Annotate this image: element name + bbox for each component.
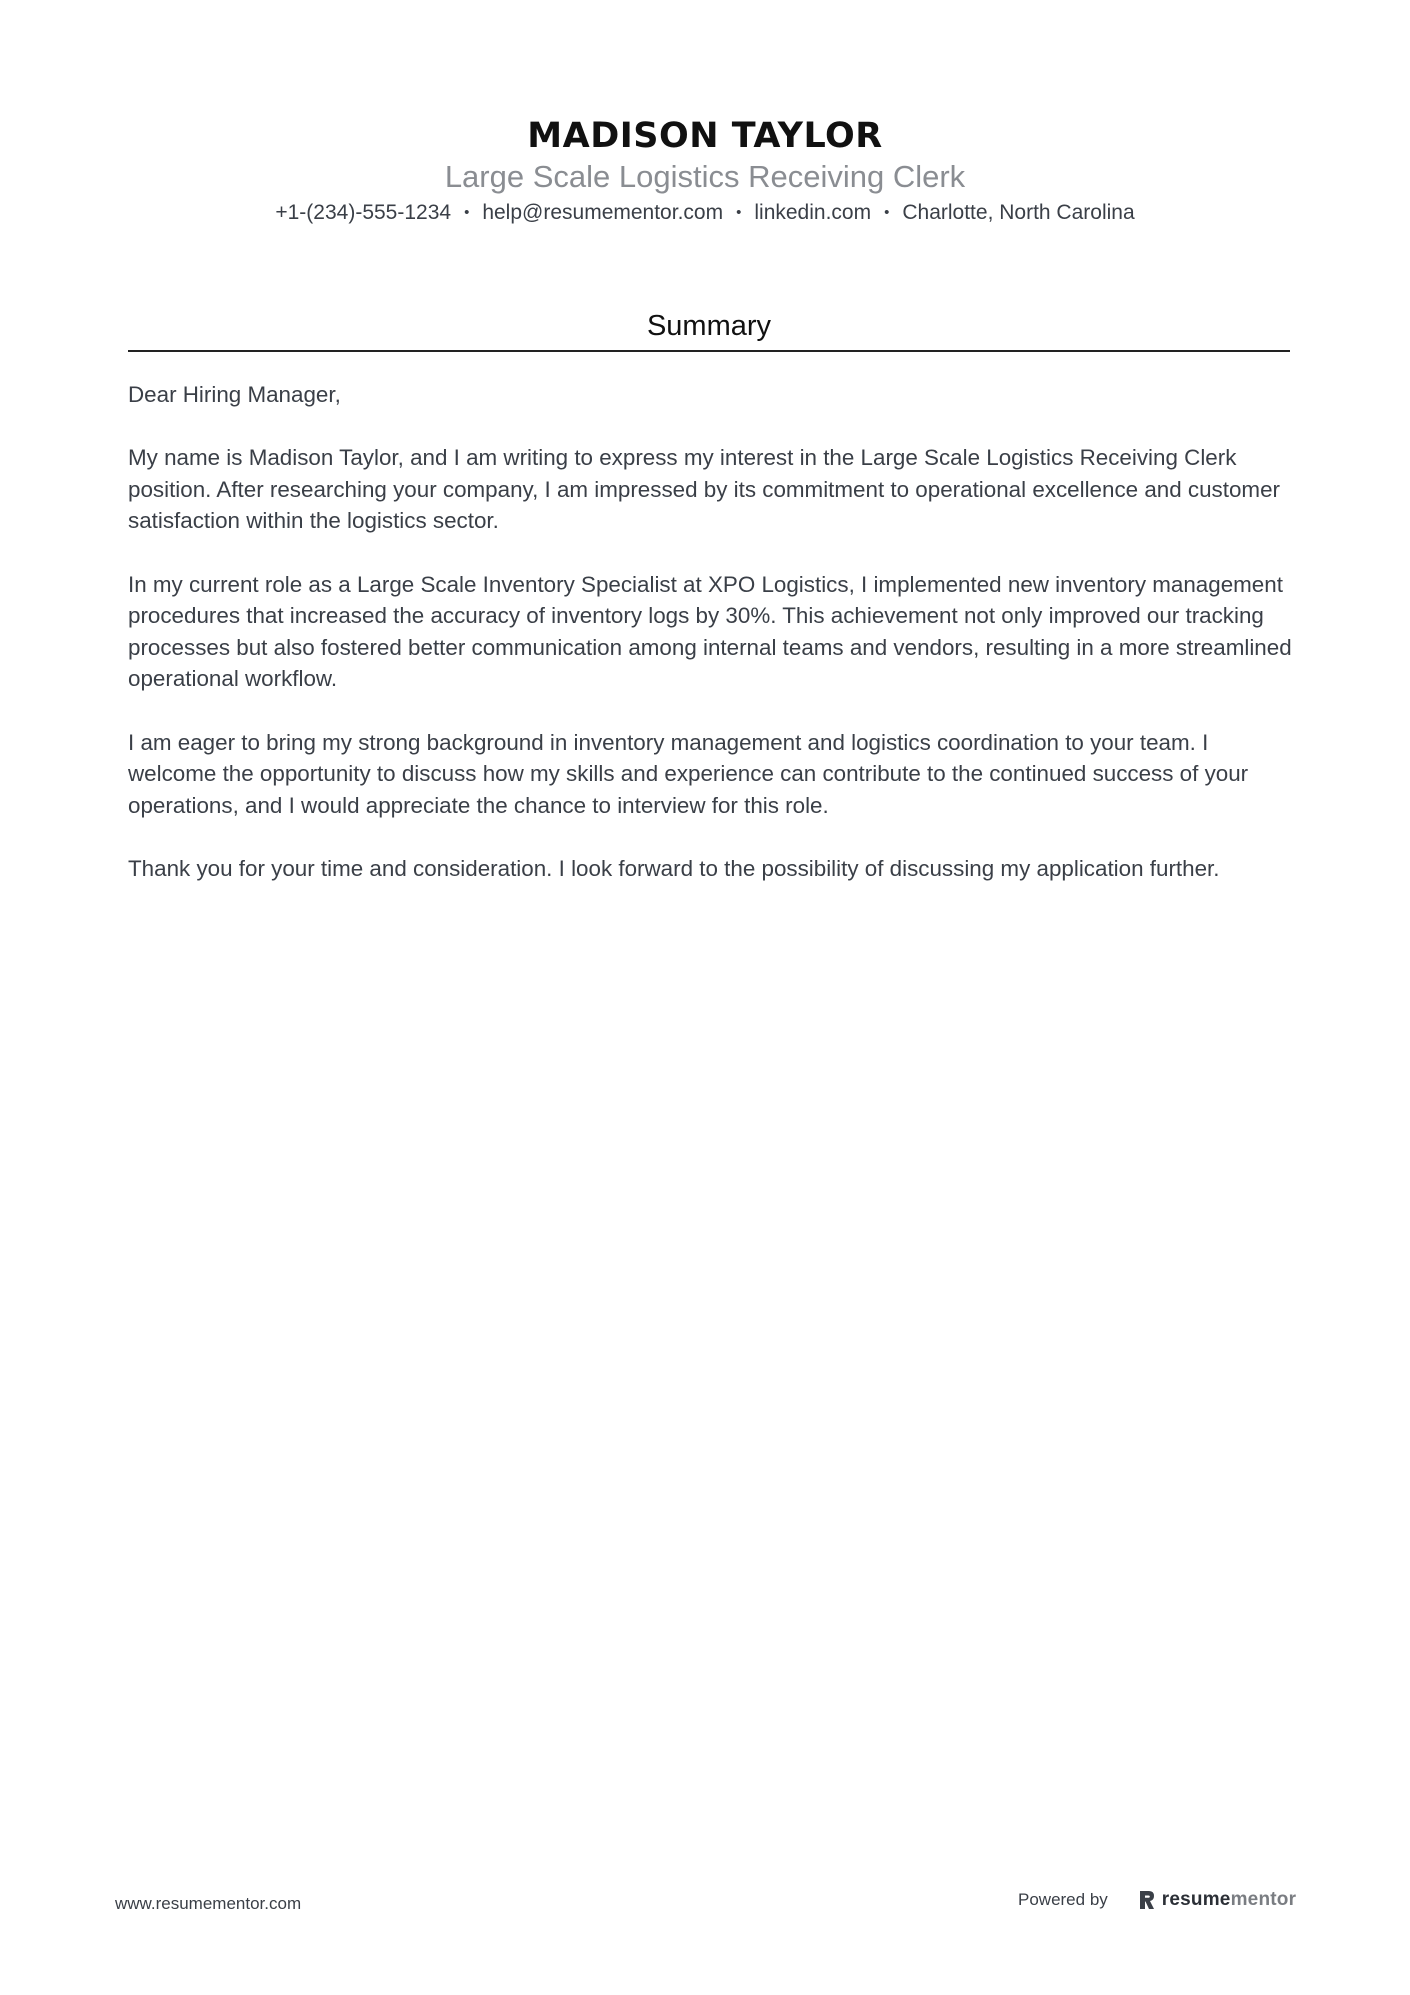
letter-paragraph-3: I am eager to bring my strong background in inventory management and logistics coordination to your team. I welcome the opportunity to discuss how my skills and experience can contribute to the continued success of your operations, and I would appreciate the chance to interview for this role. <box>128 729 1249 818</box>
applicant-name: MADISON TAYLOR <box>527 116 883 156</box>
resumementor-logo-icon <box>1138 1889 1156 1911</box>
header <box>0 114 1410 227</box>
section-title-summary: Summary <box>646 310 772 342</box>
separator-dot: • <box>884 204 890 221</box>
letter-paragraph-2: In my current role as a Large Scale Inventory Specialist at XPO Logistics, I implemented new inventory management procedures that increased the accuracy of inventory logs by 30%. This achievement not only improved our tracking processes but also fostered better communication among internal teams and vendors, resulting in a more streamlined operational workflow. <box>128 571 1292 692</box>
contact-location: Charlotte, North Carolina <box>902 201 1135 224</box>
brand-wordmark-part2: mentor <box>1230 1889 1297 1910</box>
brand-wordmark-part1: resume <box>1161 1889 1231 1910</box>
separator-dot: • <box>736 204 742 221</box>
footer-website: www.resumementor.com <box>115 1894 302 1913</box>
powered-by-label: Powered by <box>1018 1890 1108 1909</box>
contact-linkedin: linkedin.com <box>754 201 872 224</box>
contact-email: help@resumementor.com <box>482 201 724 224</box>
contact-phone: +1-(234)-555-1234 <box>275 201 452 224</box>
contact-line <box>0 199 1410 227</box>
section-divider <box>128 350 1290 352</box>
letter-body <box>128 379 1298 916</box>
separator-dot: • <box>464 204 470 221</box>
footer-powered-by <box>1018 1889 1296 1911</box>
letter-paragraph-1: My name is Madison Taylor, and I am writing to express my interest in the Large Scale Logistics Receiving Clerk position. After researching your company, I am impressed by its commitment to operational excellence and customer satisfaction within the logistics sector. <box>128 445 1280 534</box>
letter-paragraph-4: Thank you for your time and consideration. I look forward to the possibility of discussing my application further. <box>128 855 1220 881</box>
job-title: Large Scale Logistics Receiving Clerk <box>444 159 966 194</box>
letter-greeting: Dear Hiring Manager, <box>128 382 341 407</box>
brand-logo <box>1138 1889 1296 1911</box>
brand-wordmark <box>1162 1889 1296 1911</box>
